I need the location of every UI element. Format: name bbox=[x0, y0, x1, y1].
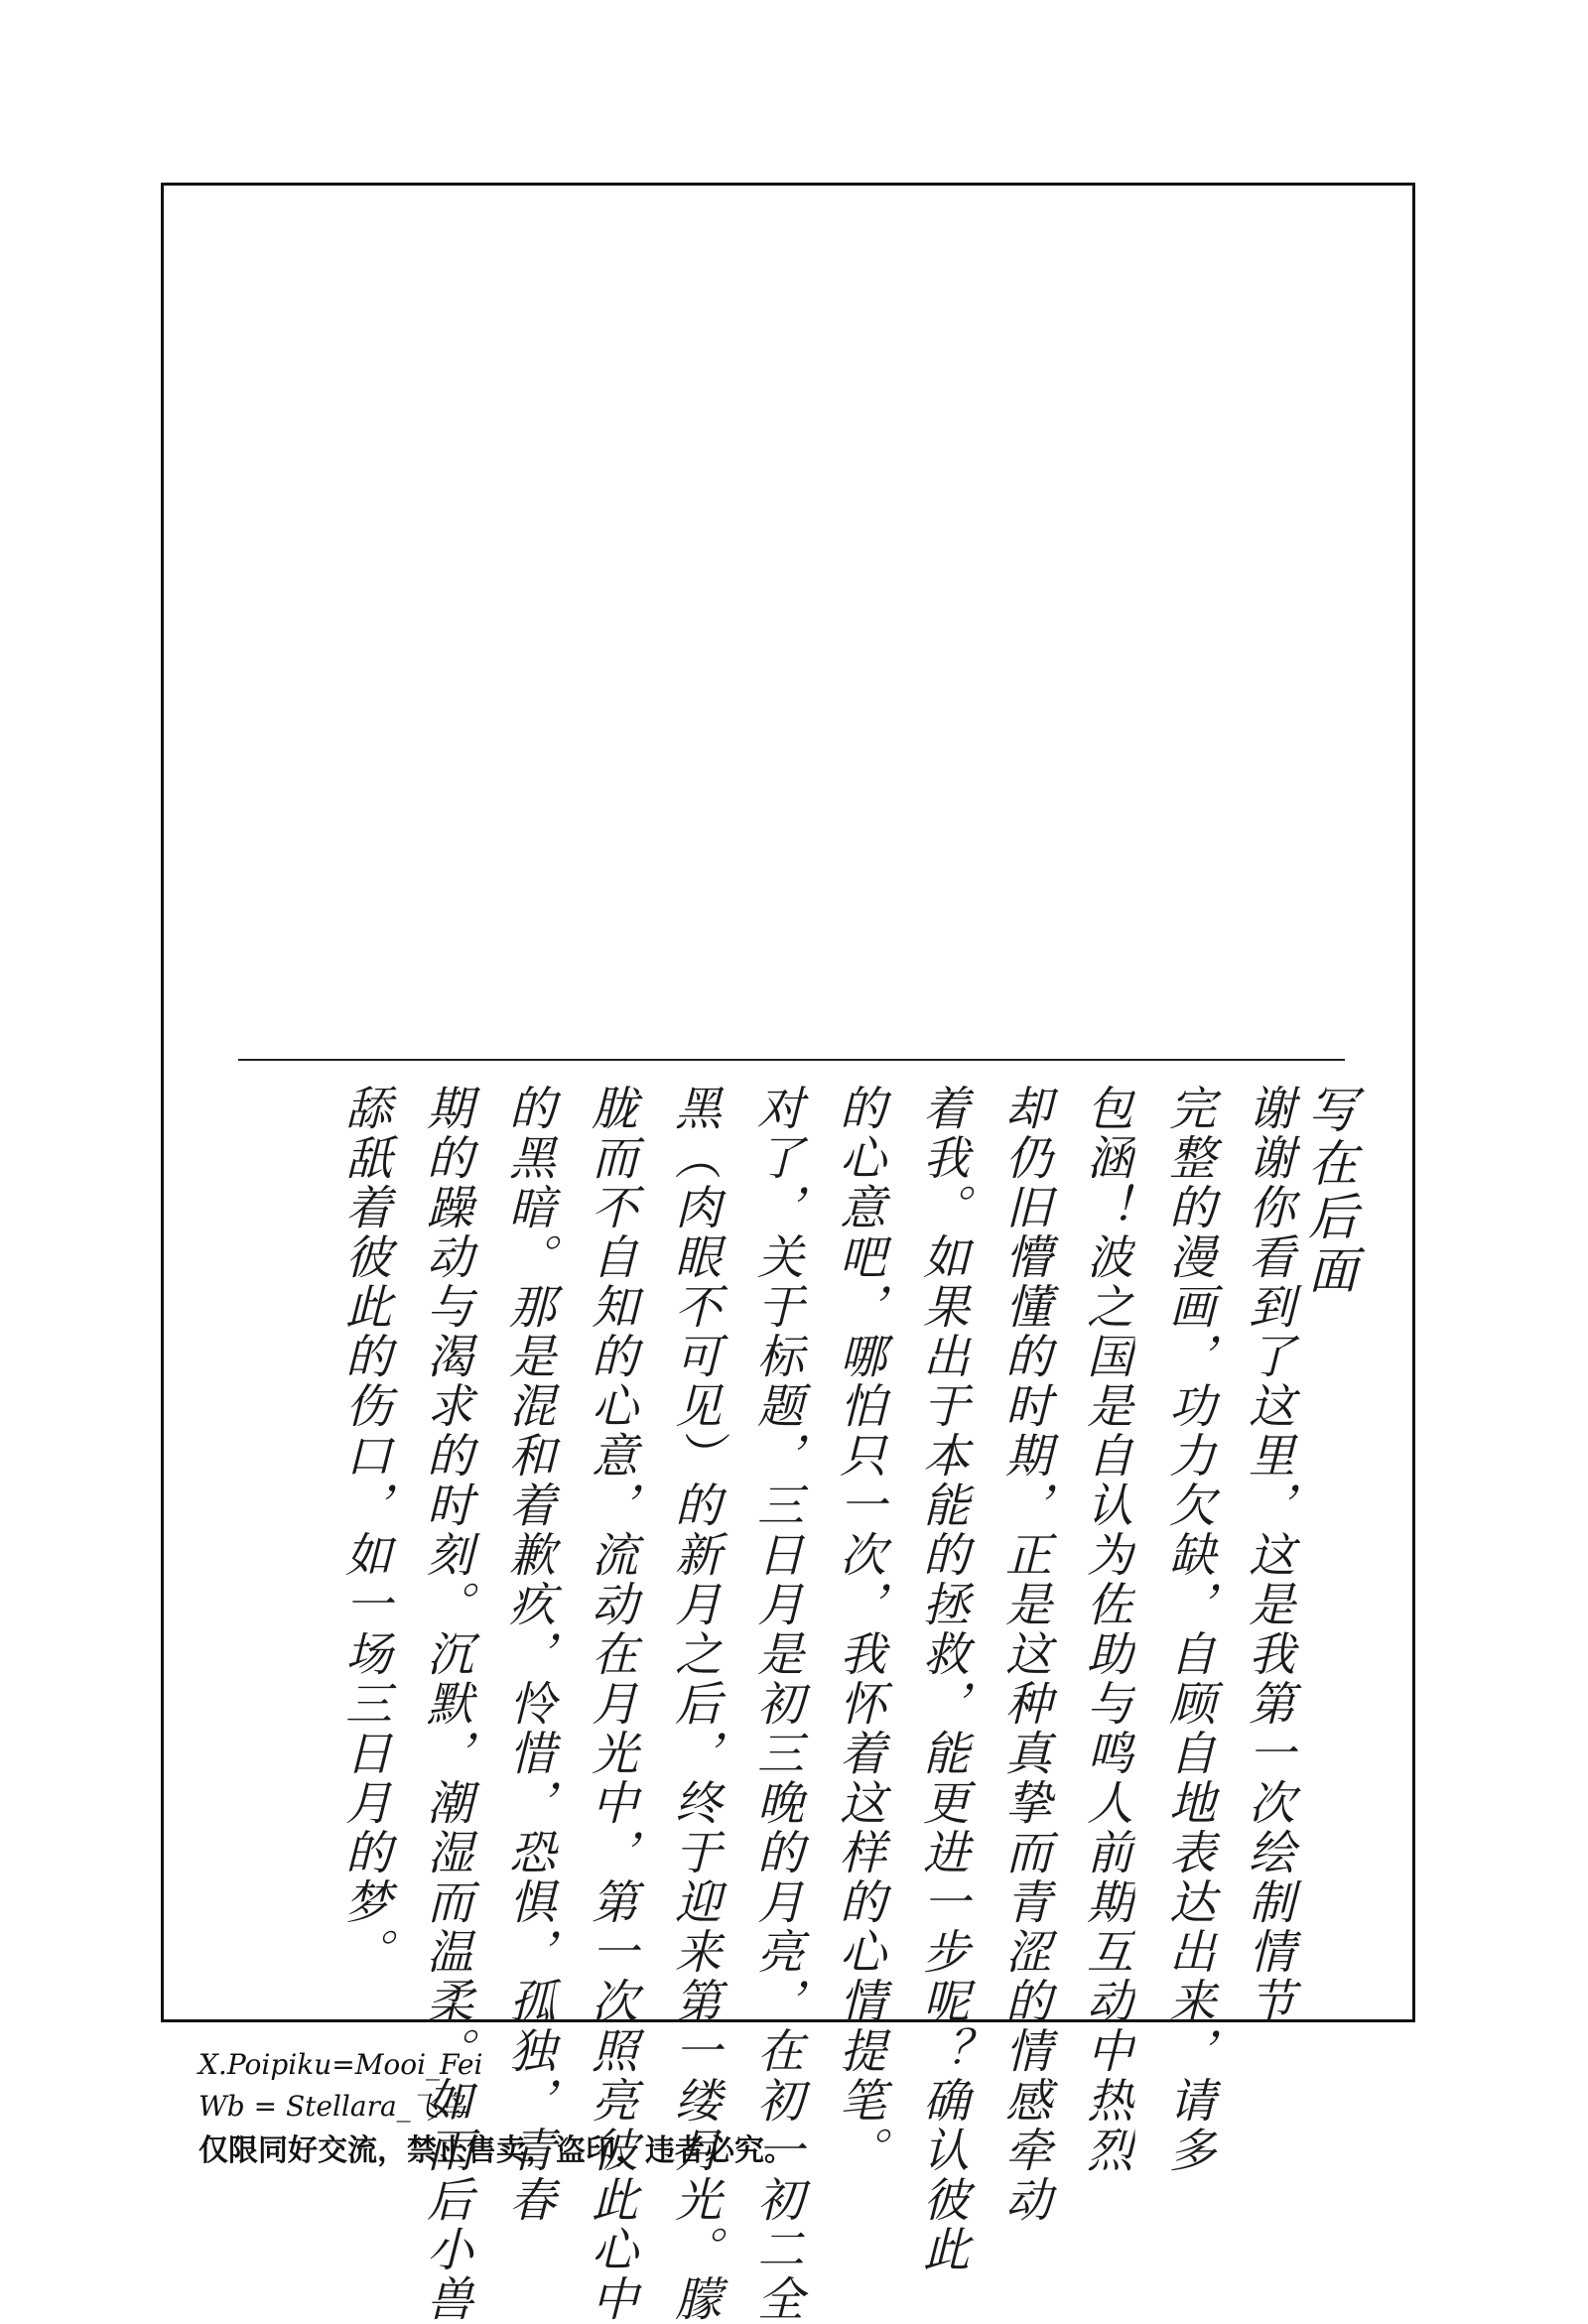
afterword-column: 黑（肉眼不可见）的新月之后，终于迎来第一缕月光。朦 bbox=[667, 1084, 722, 2324]
afterword-column: 胧而不自知的心意，流动在月光中，第一次照亮彼此心中 bbox=[584, 1084, 638, 2324]
afterword-title: 写在后面 bbox=[1300, 1084, 1358, 1298]
credits-block bbox=[198, 2044, 794, 2175]
weibo-credit: Wb = Stellara_飞鸟 bbox=[198, 2090, 466, 2123]
afterword-column: 着我。如果出于本能的拯救，能更进一步呢？确认彼此 bbox=[915, 1084, 970, 2274]
afterword-column: 期的躁动与渴求的时刻。沉默，潮湿而温柔。如雨后小兽 bbox=[419, 1084, 473, 2324]
afterword-column: 包涵！波之国是自认为佐助与鸣人前期互动中热烈 bbox=[1079, 1084, 1133, 2175]
divider-line bbox=[238, 1059, 1345, 1061]
afterword-column: 的黑暗。那是混和着歉疚，怜惜，恐惧，孤独，青春 bbox=[501, 1084, 556, 2225]
afterword-column: 却仍旧懵懂的时期，正是这种真挚而青涩的情感牵动 bbox=[997, 1084, 1052, 2225]
afterword-column: 的心意吧，哪怕只一次，我怀着这样的心情提笔。 bbox=[832, 1084, 886, 2175]
afterword-column: 完整的漫画，功力欠缺，自顾自地表达出来，请多 bbox=[1161, 1084, 1216, 2175]
afterword-column: 舔舐着彼此的伤口，如一场三日月的梦。 bbox=[337, 1084, 392, 1977]
afterword-column: 谢谢你看到了这里，这是我第一次绘制情节 bbox=[1241, 1084, 1295, 2026]
poipiku-credit: X.Poipiku=Mooi_Fei bbox=[198, 2048, 483, 2081]
blank-panel-area bbox=[164, 186, 1412, 1059]
afterword-column: 对了，关于标题，三日月是初三晚的月亮，在初一初二全 bbox=[749, 1084, 804, 2324]
copyright-notice: 仅限同好交流，禁止售卖，盗印，违者必究。 bbox=[198, 2133, 794, 2168]
